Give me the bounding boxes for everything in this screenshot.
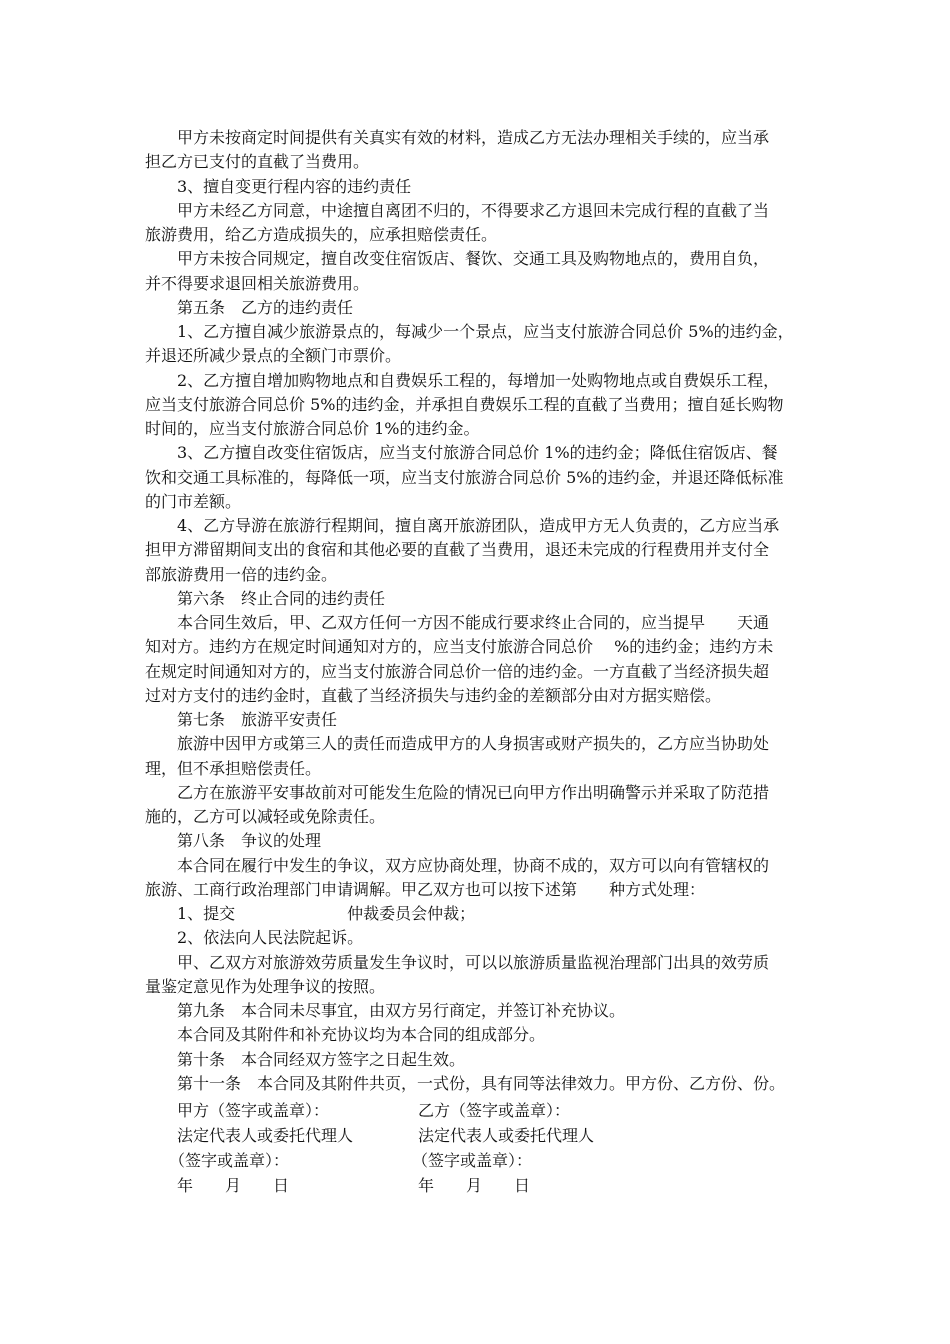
paragraph-line: 旅游费用，给乙方造成损失的，应承担赔偿责任。 xyxy=(145,225,498,244)
paragraph-line: 施的，乙方可以减轻或免除责任。 xyxy=(145,807,386,826)
signature-party-a-party: 甲方（签字或盖章）： xyxy=(145,1101,330,1120)
paragraph-line: 甲方未按商定时间提供有关真实有效的材料，造成乙方无法办理相关手续的，应当承 xyxy=(145,128,770,147)
paragraph-line: 饮和交通工具标准的，每降低一项，应当支付旅游合同总价 5%的违约金，并退还降低标准 xyxy=(145,467,784,487)
paragraph-line: 旅游中因甲方或第三人的责任而造成甲方的人身损害或财产损失的，乙方应当协助处 xyxy=(145,734,770,754)
signature-party-a-rep: 法定代表人或委托代理人 xyxy=(145,1126,354,1145)
signature-party-b-date: 年 月 日 xyxy=(418,1176,531,1195)
paragraph-line: 本合同生效后，甲、乙双方任何一方因不能成行要求终止合同的，应当提早 天通 xyxy=(145,613,770,632)
paragraph-line: 的门市差额。 xyxy=(145,491,242,511)
paragraph-line: 第八条 争议的处理 xyxy=(145,831,322,851)
paragraph-line: 量鉴定意见作为处理争议的按照。 xyxy=(145,976,386,996)
paragraph-line: 甲方未经乙方同意，中途擅自离团不归的，不得要求乙方退回未完成行程的直截了当 xyxy=(145,200,770,220)
paragraph-line: 4、乙方导游在旅游行程期间，擅自离开旅游团队，造成甲方无人负责的，乙方应当承 xyxy=(145,516,780,535)
paragraph-line: 第五条 乙方的违约责任 xyxy=(145,297,354,317)
paragraph-line: 理，但不承担赔偿责任。 xyxy=(145,758,322,778)
paragraph-line: 1、乙方擅自减少旅游景点的，每减少一个景点，应当支付旅游合同总价 5%的违约金， xyxy=(145,322,794,341)
signature-party-a-seal: （签字或盖章）： xyxy=(145,1151,290,1170)
paragraph-line: 第十条 本合同经双方签字之日起生效。 xyxy=(145,1049,466,1069)
paragraph-line: 3、乙方擅自改变住宿饭店，应当支付旅游合同总价 1%的违约金；降低住宿饭店、餐 xyxy=(145,443,778,463)
signature-party-a-date: 年 月 日 xyxy=(145,1176,290,1195)
paragraph-line: 甲方未按合同规定，擅自改变住宿饭店、餐饮、交通工具及购物地点的，费用自负， xyxy=(145,249,770,269)
paragraph-line: 并不得要求退回相关旅游费用。 xyxy=(145,273,370,293)
paragraph-line: 担甲方滞留期间支出的食宿和其他必要的直截了当费用，退还未完成的行程费用并支付全 xyxy=(145,540,770,560)
paragraph-line: 旅游、工商行政治理部门申请调解。甲乙双方也可以按下述第 种方式处理： xyxy=(145,879,706,899)
paragraph-line: 本合同及其附件和补充协议均为本合同的组成部分。 xyxy=(145,1025,546,1045)
paragraph-line: 过对方支付的违约金时，直截了当经济损失与违约金的差额部分由对方据实赔偿。 xyxy=(145,685,722,705)
paragraph-line: 担乙方已支付的直截了当费用。 xyxy=(145,152,370,172)
paragraph-line: 甲、乙双方对旅游效劳质量发生争议时，可以以旅游质量监视治理部门出具的效劳质 xyxy=(145,952,770,972)
paragraph-line: 部旅游费用一倍的违约金。 xyxy=(145,564,338,584)
paragraph-line: 第九条 本合同未尽事宜，由双方另行商定，并签订补充协议。 xyxy=(145,1001,626,1020)
paragraph-line: 乙方在旅游平安事故前对可能发生危险的情况已向甲方作出明确警示并采取了防范措 xyxy=(145,782,770,802)
paragraph-line: 时间的，应当支付旅游合同总价 1%的违约金。 xyxy=(145,419,480,438)
paragraph-line: 应当支付旅游合同总价 5%的违约金，并承担自费娱乐工程的直截了当费用；擅自延长购物 xyxy=(145,394,784,414)
paragraph-line: 第七条 旅游平安责任 xyxy=(145,710,338,729)
paragraph-line: 2、乙方擅自增加购物地点和自费娱乐工程的，每增加一处购物地点或自费娱乐工程， xyxy=(145,370,780,390)
signature-party-b-seal: （签字或盖章）： xyxy=(412,1151,533,1170)
paragraph-line: 知对方。违约方在规定时间通知对方的，应当支付旅游合同总价 %的违约金；违约方未 xyxy=(145,637,774,657)
paragraph-line: 在规定时间通知对方的，应当支付旅游合同总价一倍的违约金。一方直截了当经济损失超 xyxy=(145,661,770,681)
paragraph-line: 并退还所减少景点的全额门市票价。 xyxy=(145,346,402,366)
paragraph-line: 2、依法向人民法院起诉。 xyxy=(145,928,364,948)
paragraph-line: 第十一条 本合同及其附件共页，一式份，具有同等法律效力。甲方份、乙方份、份。 xyxy=(145,1073,786,1093)
paragraph-line: 1、提交 仲裁委员会仲裁； xyxy=(145,904,476,923)
paragraph-line: 3、擅自变更行程内容的违约责任 xyxy=(145,176,412,196)
paragraph-line: 第六条 终止合同的违约责任 xyxy=(145,588,386,608)
signature-party-b-party: 乙方（签字或盖章）： xyxy=(418,1101,571,1120)
paragraph-line: 本合同在履行中发生的争议，双方应协商处理，协商不成的，双方可以向有管辖权的 xyxy=(145,855,770,875)
signature-party-b-rep: 法定代表人或委托代理人 xyxy=(418,1126,595,1145)
